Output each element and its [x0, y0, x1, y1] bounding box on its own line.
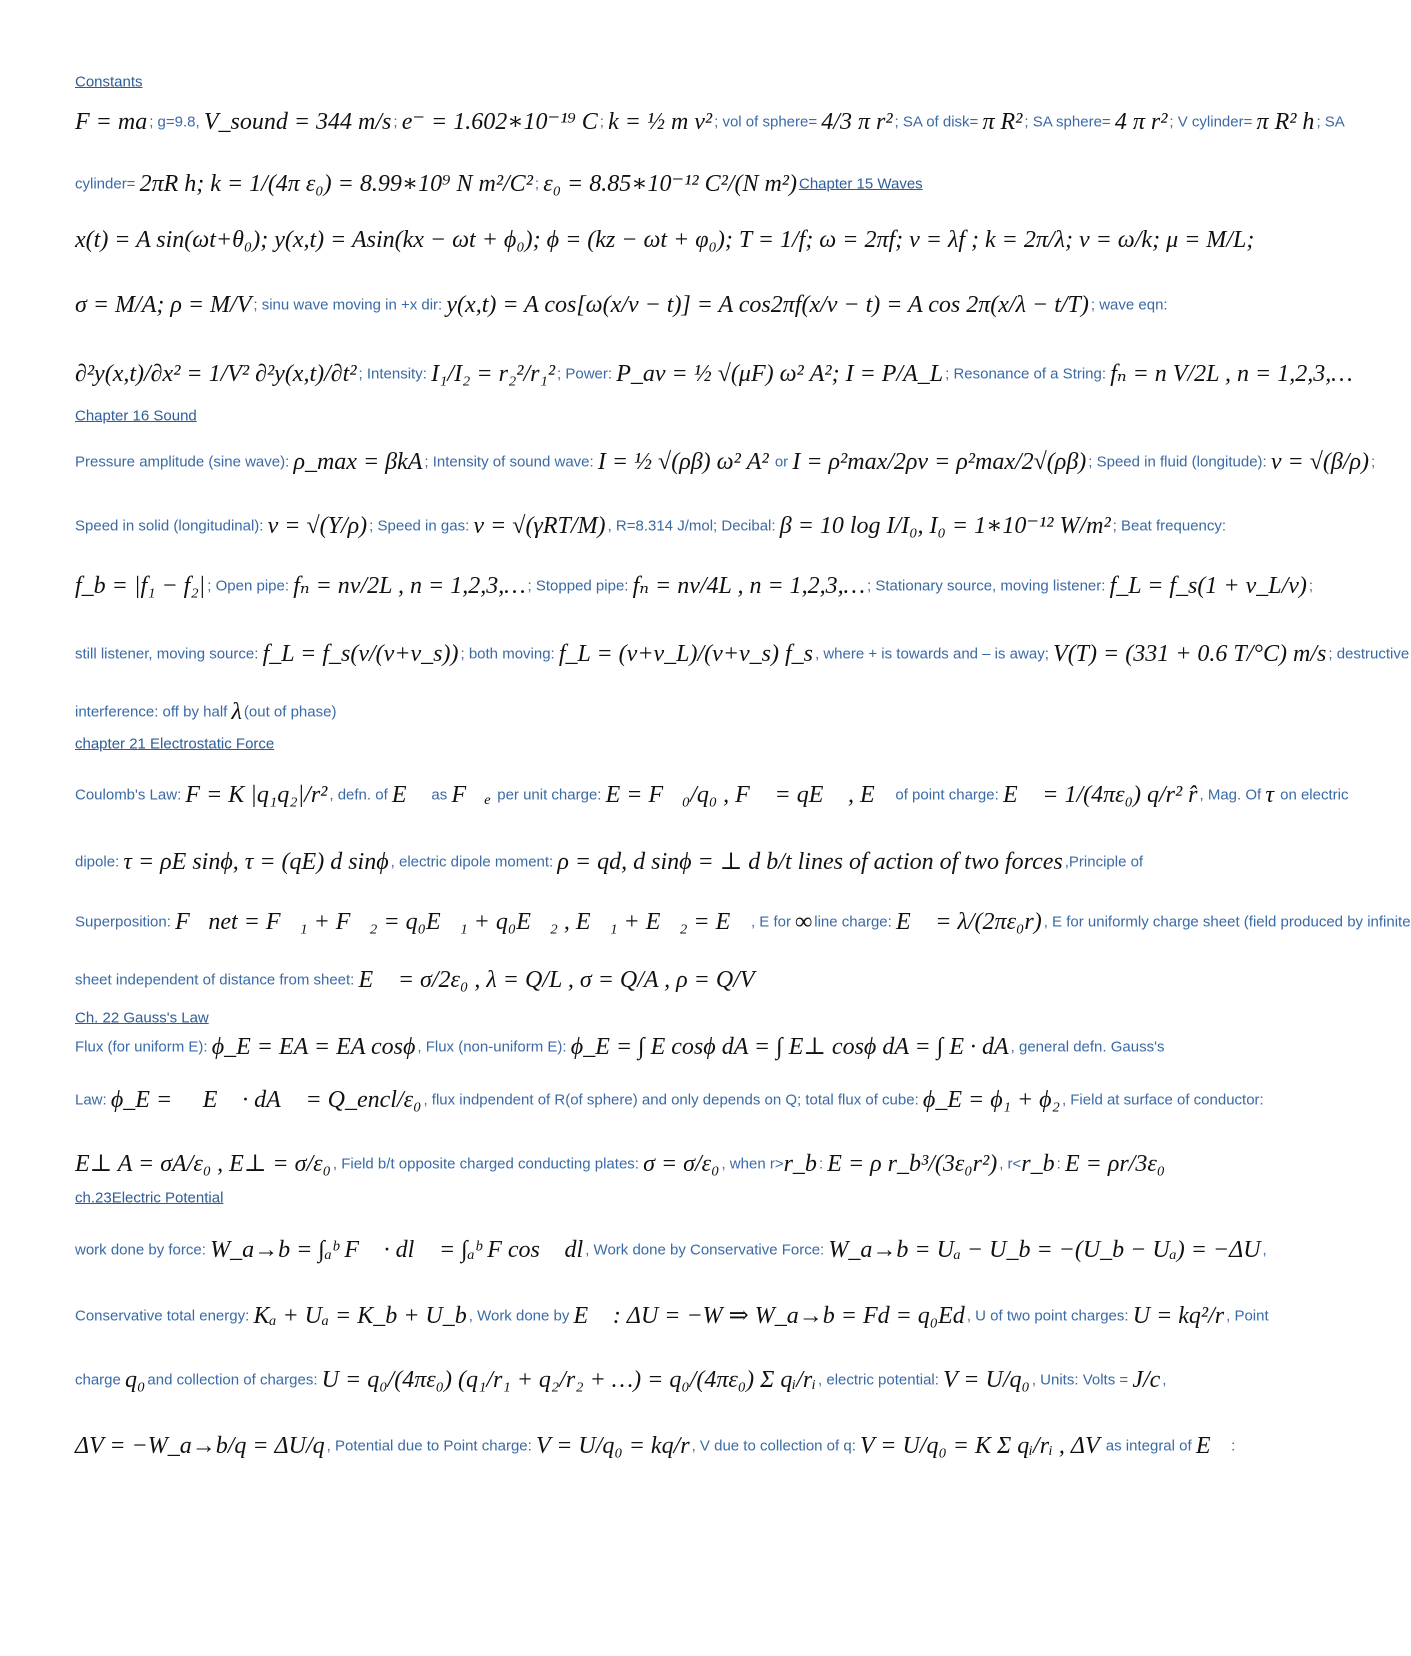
label-text: ;	[1308, 577, 1314, 595]
formula: P_av = ½ √(μF) ω² A²; I = P/A_L	[616, 361, 944, 388]
formula: ΔV = −W_a→b/q = ΔU/q	[75, 1433, 325, 1460]
label-text: work done by force:	[75, 1241, 211, 1259]
label-text: ; Beat frequency:	[1112, 517, 1227, 535]
formula: λ	[231, 699, 242, 726]
formula: F = ma	[75, 109, 148, 136]
label-text: ; Speed in gas:	[369, 517, 474, 535]
formula: f_b = |f₁ − f₂|	[75, 573, 206, 600]
formula: V = U/q₀ = K Σ qᵢ/rᵢ , ΔV	[860, 1433, 1100, 1460]
label-text: Conservative total energy:	[75, 1307, 254, 1325]
formula: E = F⃗₀/q₀ , F⃗ = qE⃗ , E⃗	[605, 782, 894, 809]
formula: ∞	[795, 909, 813, 936]
formula-line	[75, 770, 1349, 820]
label-text: :	[1056, 1155, 1065, 1173]
formula: E⃗ = 1/(4πε₀) q/r² r̂	[1002, 782, 1198, 809]
label-text: , Mag. Of	[1199, 786, 1266, 804]
formula: r_b	[1021, 1151, 1055, 1178]
formula: x(t) = A sin(ωt+θ₀); y(x,t) = Asin(kx − ωt + ϕ₀); ϕ = (kz − ωt + φ₀); T = 1/f; ω = 2πf; v = λf ; k = 2π/λ; v = ω/k; μ = M/L;	[75, 227, 1255, 254]
label-text: dipole:	[75, 853, 124, 871]
label-text: line charge:	[814, 913, 896, 931]
label-text: , electric potential:	[818, 1371, 944, 1389]
formula: F⃗net = F⃗₁ + F⃗₂ = q₀E⃗₁ + q₀E⃗₂ , E⃗₁ + E⃗₂ = E⃗	[175, 909, 749, 936]
label-text: , E for uniformly charge sheet (field produced by infinite	[1043, 913, 1411, 931]
label-text: , Units: Volts =	[1031, 1371, 1133, 1389]
formula: f_L = f_s(1 + v_L/v)	[1109, 573, 1307, 600]
formula: fₙ = nv/2L , n = 1,2,3,…	[293, 573, 526, 600]
formula: E = ρr/3ε₀	[1064, 1151, 1166, 1178]
formula: ρ = qd, d sinϕ = ⊥ d b/t lines of action of two forces	[557, 849, 1063, 876]
formula: ϕ_E = ϕ₁ + ϕ₂	[922, 1087, 1060, 1114]
formula: q₀	[125, 1367, 146, 1394]
formula-line	[75, 1292, 1269, 1340]
formula: π R²	[982, 109, 1023, 136]
label-text: , U of two point charges:	[966, 1307, 1133, 1325]
formula: E⃗ : ΔU = −W ⇒ W_a→b = Fd = q₀Ed	[573, 1303, 965, 1330]
label-text: , E for	[750, 913, 796, 931]
label-text: ; Stationary source, moving listener:	[867, 577, 1110, 595]
label-text: cylinder=	[75, 175, 140, 193]
formula: W_a→b = ∫ₐᵇ F⃗ · dl⃗ = ∫ₐᵇ F cos∅ dl	[210, 1237, 584, 1264]
label-text: Speed in solid (longitudinal):	[75, 517, 268, 535]
formula-line	[75, 958, 1225, 1002]
formula: v = √(γRT/M)	[473, 513, 606, 540]
section-heading	[75, 406, 1225, 426]
label-text: , R=8.314 J/mol; Decibal:	[607, 517, 780, 535]
label-text: per unit charge:	[493, 786, 606, 804]
label-text: , Work done by	[468, 1307, 574, 1325]
label-text: , when r>	[721, 1155, 784, 1173]
formula: σ = M/A; ρ = M/V	[75, 292, 252, 319]
label-text: ; V cylinder=	[1169, 113, 1257, 131]
label-text: , flux indpendent of R(of sphere) and only depends on Q; total flux of cube:	[423, 1091, 923, 1109]
label-text: , Work done by Conservative Force:	[585, 1241, 829, 1259]
label-text: as	[427, 786, 452, 804]
formula-line	[75, 502, 1225, 550]
label-text: ; g=9.8,	[149, 113, 204, 131]
formula-line	[75, 162, 1225, 206]
formula: y(x,t) = A cos[ω(x/v − t)] = A cos2πf(x/v − t) = A cos 2π(x/λ − t/T)	[446, 292, 1089, 319]
formula: e⁻ = 1.602∗10⁻¹⁹ C	[401, 109, 598, 136]
heading-link[interactable]: Constants	[75, 73, 143, 91]
formula-line	[75, 622, 1410, 686]
formula: E⃗ = λ/(2πε₀r)	[895, 909, 1042, 936]
label-text: Law:	[75, 1091, 111, 1109]
formula: ϕ_E = ∮ E⃗ · dA⃗ = Q_encl/ε₀	[110, 1087, 422, 1114]
label-text: , Flux (non-uniform E):	[417, 1038, 571, 1056]
formula-line	[75, 699, 1225, 726]
formula: 4/3 π r²	[821, 109, 893, 136]
label-text: , Field at surface of conductor:	[1061, 1091, 1264, 1109]
label-text: ; Power:	[557, 365, 617, 383]
formula: τ	[1265, 782, 1274, 809]
formula-line	[75, 1422, 1236, 1470]
label-text: ; Intensity of sound wave:	[424, 453, 598, 471]
section-heading	[75, 72, 1225, 92]
formula: ρ_max = βkA	[293, 449, 423, 476]
label-text: ;	[534, 175, 544, 193]
formula-line	[75, 1078, 1264, 1122]
formula: V = U/q₀ = kq/r	[535, 1433, 690, 1460]
heading-link[interactable]: Chapter 15 Waves	[799, 175, 923, 193]
label-text: ; wave eqn:	[1090, 296, 1168, 314]
label-text: , where + is towards and – is away;	[815, 645, 1054, 663]
formula: f_L = (v+v_L)/(v+v_s) f_s	[558, 641, 813, 668]
label-text: ;	[1371, 453, 1376, 471]
label-text: ; Resonance of a String:	[945, 365, 1111, 383]
formula: Kₐ + Uₐ = K_b + U_b	[253, 1303, 467, 1330]
formula: V = U/q₀	[943, 1367, 1030, 1394]
label-text: , electric dipole moment:	[390, 853, 558, 871]
label-text: , Point	[1226, 1307, 1269, 1325]
formula: τ = ρE sinϕ, τ = (qE) d sinϕ	[123, 849, 389, 876]
label-text: ; both moving:	[460, 645, 559, 663]
label-text: :	[818, 1155, 828, 1173]
label-text: ; Stopped pipe:	[527, 577, 633, 595]
formula: π R² h	[1256, 109, 1315, 136]
formula: E⊥ A = σA/ε₀ , E⊥ = σ/ε₀	[75, 1151, 331, 1178]
label-text: still listener, moving source:	[75, 645, 263, 663]
heading-link[interactable]: ch.23Electric Potential	[75, 1189, 224, 1207]
label-text: Pressure amplitude (sine wave):	[75, 453, 294, 471]
heading-link[interactable]: Chapter 16 Sound	[75, 407, 197, 425]
formula: V_sound = 344 m/s	[203, 109, 392, 136]
label-text: sheet independent of distance from sheet:	[75, 971, 359, 989]
label-text: ,	[1162, 1371, 1167, 1389]
heading-link[interactable]: Ch. 22 Gauss's Law	[75, 1009, 209, 1027]
formula: v = √(Y/ρ)	[267, 513, 368, 540]
formula-line	[75, 1228, 1267, 1272]
formula-line	[75, 350, 1353, 398]
formula: 2πR h; k = 1/(4π ε₀) = 8.99∗10⁹ N m²/C²	[139, 171, 533, 198]
formula-line	[75, 898, 1411, 946]
formula-line	[75, 840, 1225, 884]
label-text: Superposition:	[75, 913, 176, 931]
formula: r_b	[783, 1151, 817, 1178]
label-text: ;	[393, 113, 402, 131]
label-text: charge	[75, 1371, 126, 1389]
formula: ∂²y(x,t)/∂x² = 1/V² ∂²y(x,t)/∂t²	[75, 361, 357, 388]
label-text: , Potential due to Point charge:	[326, 1437, 536, 1455]
label-text: ; SA	[1316, 113, 1345, 131]
formula: F⃗ₑ	[451, 782, 492, 809]
label-text: on electric	[1275, 786, 1349, 804]
label-text: (out of phase)	[243, 703, 337, 721]
formula-line	[75, 438, 1376, 486]
section-heading	[75, 1188, 1225, 1208]
formula-line	[75, 1356, 1225, 1404]
formula-line	[75, 218, 1255, 262]
label-text: or	[770, 453, 793, 471]
label-text: ;	[599, 113, 609, 131]
formula: W_a→b = Uₐ − U_b = −(U_b − Uₐ) = −ΔU	[828, 1237, 1261, 1264]
label-text: ; destructive	[1328, 645, 1410, 663]
formula: J/c	[1132, 1367, 1161, 1394]
label-text: and collection of charges:	[147, 1371, 322, 1389]
formula: k = ½ m v²	[608, 109, 713, 136]
formula-line	[75, 562, 1314, 610]
formula: E⃗ = σ/2ε₀ , λ = Q/L , σ = Q/A , ρ = Q/V	[358, 967, 755, 994]
label-text: ; vol of sphere=	[714, 113, 822, 131]
formula: σ = σ/ε₀	[643, 1151, 720, 1178]
label-text: , defn. of	[329, 786, 392, 804]
formula-line	[75, 100, 1345, 144]
label-text: Flux (for uniform E):	[75, 1038, 212, 1056]
label-text: ,	[1262, 1241, 1267, 1259]
formula: E⃗	[1195, 1433, 1230, 1460]
formula: I = ρ²max/2ρv = ρ²max/2√(ρβ)	[792, 449, 1087, 476]
formula-line	[75, 1140, 1225, 1188]
formula: β = 10 log I/I₀, I₀ = 1∗10⁻¹² W/m²	[779, 513, 1111, 540]
formula: ε₀ = 8.85∗10⁻¹² C²/(N m²)	[543, 171, 797, 198]
formula: v = √(β/ρ)	[1270, 449, 1370, 476]
label-text: ; sinu wave moving in +x dir:	[253, 296, 447, 314]
label-text: , Field b/t opposite charged conducting plates:	[332, 1155, 644, 1173]
label-text: , general defn. Gauss's	[1010, 1038, 1165, 1056]
label-text: as integral of	[1101, 1437, 1196, 1455]
label-text: ; Open pipe:	[207, 577, 294, 595]
formula: F = K |q₁q₂|/r²	[185, 782, 328, 809]
label-text: , r<	[999, 1155, 1022, 1173]
label-text: ; SA of disk=	[894, 113, 983, 131]
formula: ϕ_E = EA = EA cosϕ	[211, 1034, 416, 1061]
label-text: ; SA sphere=	[1024, 113, 1115, 131]
formula: I₁/I₂ = r₂²/r₁²	[431, 361, 556, 388]
label-text: Coulomb's Law:	[75, 786, 186, 804]
formula-line	[75, 280, 1225, 330]
label-text: ,Principle of	[1064, 853, 1144, 871]
formula: ϕ_E = ∫ E cosϕ dA = ∫ E⊥ cosϕ dA = ∫ E · dA	[570, 1034, 1009, 1061]
label-text: ; Intensity:	[358, 365, 432, 383]
formula: V(T) = (331 + 0.6 T/°C) m/s	[1053, 641, 1327, 668]
label-text: ; Speed in fluid (longitude):	[1088, 453, 1271, 471]
formula-line	[75, 1028, 1225, 1066]
section-heading	[75, 1008, 1225, 1028]
formula: fₙ = n V/2L , n = 1,2,3,…	[1110, 361, 1353, 388]
heading-link[interactable]: chapter 21 Electrostatic Force	[75, 735, 275, 753]
label-text: , V due to collection of q:	[691, 1437, 861, 1455]
label-text: :	[1231, 1437, 1236, 1455]
formula: I = ½ √(ρβ) ω² A²	[597, 449, 769, 476]
formula: f_L = f_s(v/(v+v_s))	[262, 641, 459, 668]
formula: U = kq²/r	[1132, 1303, 1225, 1330]
formula: 4 π r²	[1114, 109, 1168, 136]
formula: fₙ = nv/4L , n = 1,2,3,…	[632, 573, 865, 600]
section-heading	[75, 734, 1225, 754]
formula: U = q₀/(4πε₀) (q₁/r₁ + q₂/r₂ + …) = q₀/(4πε₀) Σ qᵢ/rᵢ	[321, 1367, 817, 1394]
formula: E = ρ r_b³/(3ε₀r²)	[827, 1151, 998, 1178]
label-text: of point charge:	[895, 786, 1003, 804]
formula: E⃗	[391, 782, 426, 809]
label-text: interference: off by half	[75, 703, 232, 721]
